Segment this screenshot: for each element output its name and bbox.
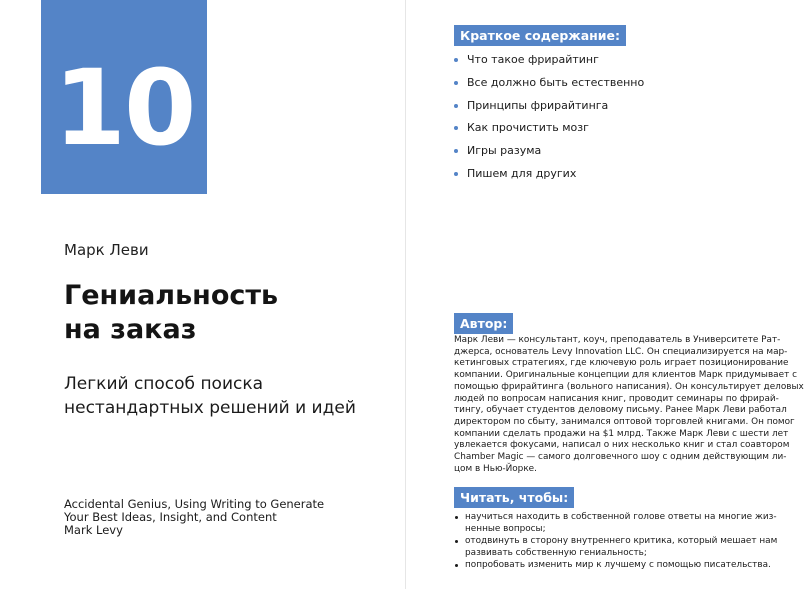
reasons-item — [454, 559, 771, 571]
book-title-line: на заказ — [64, 314, 197, 345]
reasons-item — [454, 535, 778, 559]
contents-heading: Краткое содержание: — [454, 25, 626, 46]
original-title-line: Accidental Genius, Using Writing to Generate — [64, 497, 325, 511]
author-bio-line: увлекается фокусами, написал о них несколько книг и стал соавтором — [454, 440, 790, 451]
author-bio-line: компании. Оригинальные концепции для клиентов Марк придумывает с — [454, 370, 797, 381]
contents-item: Игры разума — [454, 143, 644, 166]
book-subtitle-line: Легкий способ поиска — [64, 374, 264, 394]
book-title-line: Гениальность — [64, 280, 279, 311]
chapter-number-block — [41, 0, 207, 194]
reasons-item — [454, 511, 777, 535]
reasons-item-line: отодвинуть в сторону внутреннего критика, который мешает нам — [465, 536, 778, 546]
contents-item: Принципы фрирайтинга — [454, 98, 644, 121]
author-bio-line: джерса, основатель Levy Innovation LLC. Он специализируется на мар- — [454, 346, 788, 357]
author-bio-line: кетинговых стратегиях, где ключевую роль играет позиционирование — [454, 358, 789, 369]
author-bio-line: цом в Нью-Йорке. — [454, 463, 537, 474]
author-bio-line: Chamber Magic — самого долговечного шоу с одним действующим ли- — [454, 452, 787, 463]
author-heading: Автор: — [454, 313, 513, 334]
author-bio-line: компании сделать продажи на $1 млрд. Также Марк Леви с шести лет — [454, 428, 789, 439]
chapter-number: 10 — [53, 47, 195, 169]
reasons-item-line: ненные вопросы; — [465, 524, 546, 534]
reasons-item-line: научиться находить в собственной голове ответы на многие жиз- — [465, 512, 777, 522]
author-bio-line: людей по вопросам написания книг, проводит семинары по фрирай- — [454, 393, 779, 404]
contents-list — [454, 52, 644, 189]
original-title-line: Your Best Ideas, Insight, and Content — [64, 510, 277, 524]
contents-item: Как прочистить мозг — [454, 120, 644, 143]
reasons-list — [454, 511, 778, 571]
book-subtitle — [64, 372, 384, 420]
original-edition-info — [64, 498, 384, 537]
contents-item: Что такое фрирайтинг — [454, 52, 644, 75]
book-title — [64, 279, 384, 347]
author-bio-line: директором по сбыту, занимался оптовой торговлей книгами. Он помог — [454, 416, 795, 427]
contents-item: Пишем для других — [454, 166, 644, 189]
book-subtitle-line: нестандартных решений и идей — [64, 398, 356, 418]
reasons-heading: Читать, чтобы: — [454, 487, 574, 508]
author-bio-line: Марк Леви — консультант, коуч, преподаватель в Университете Рат- — [454, 335, 781, 345]
contents-item: Все должно быть естественно — [454, 75, 644, 98]
book-author: Марк Леви — [64, 241, 149, 259]
original-author-line: Mark Levy — [64, 523, 123, 537]
reasons-item-line: развивать собственную гениальность; — [465, 548, 647, 558]
author-bio-line: помощью фрирайтинга (вольного написания). Он консультирует деловых — [454, 381, 804, 392]
author-bio — [454, 335, 804, 475]
reasons-item-line: попробовать изменить мир к лучшему с помощью писательства. — [465, 560, 771, 570]
author-bio-line: тингу, обучает студентов деловому письму. Ранее Марк Леви работал — [454, 405, 787, 416]
